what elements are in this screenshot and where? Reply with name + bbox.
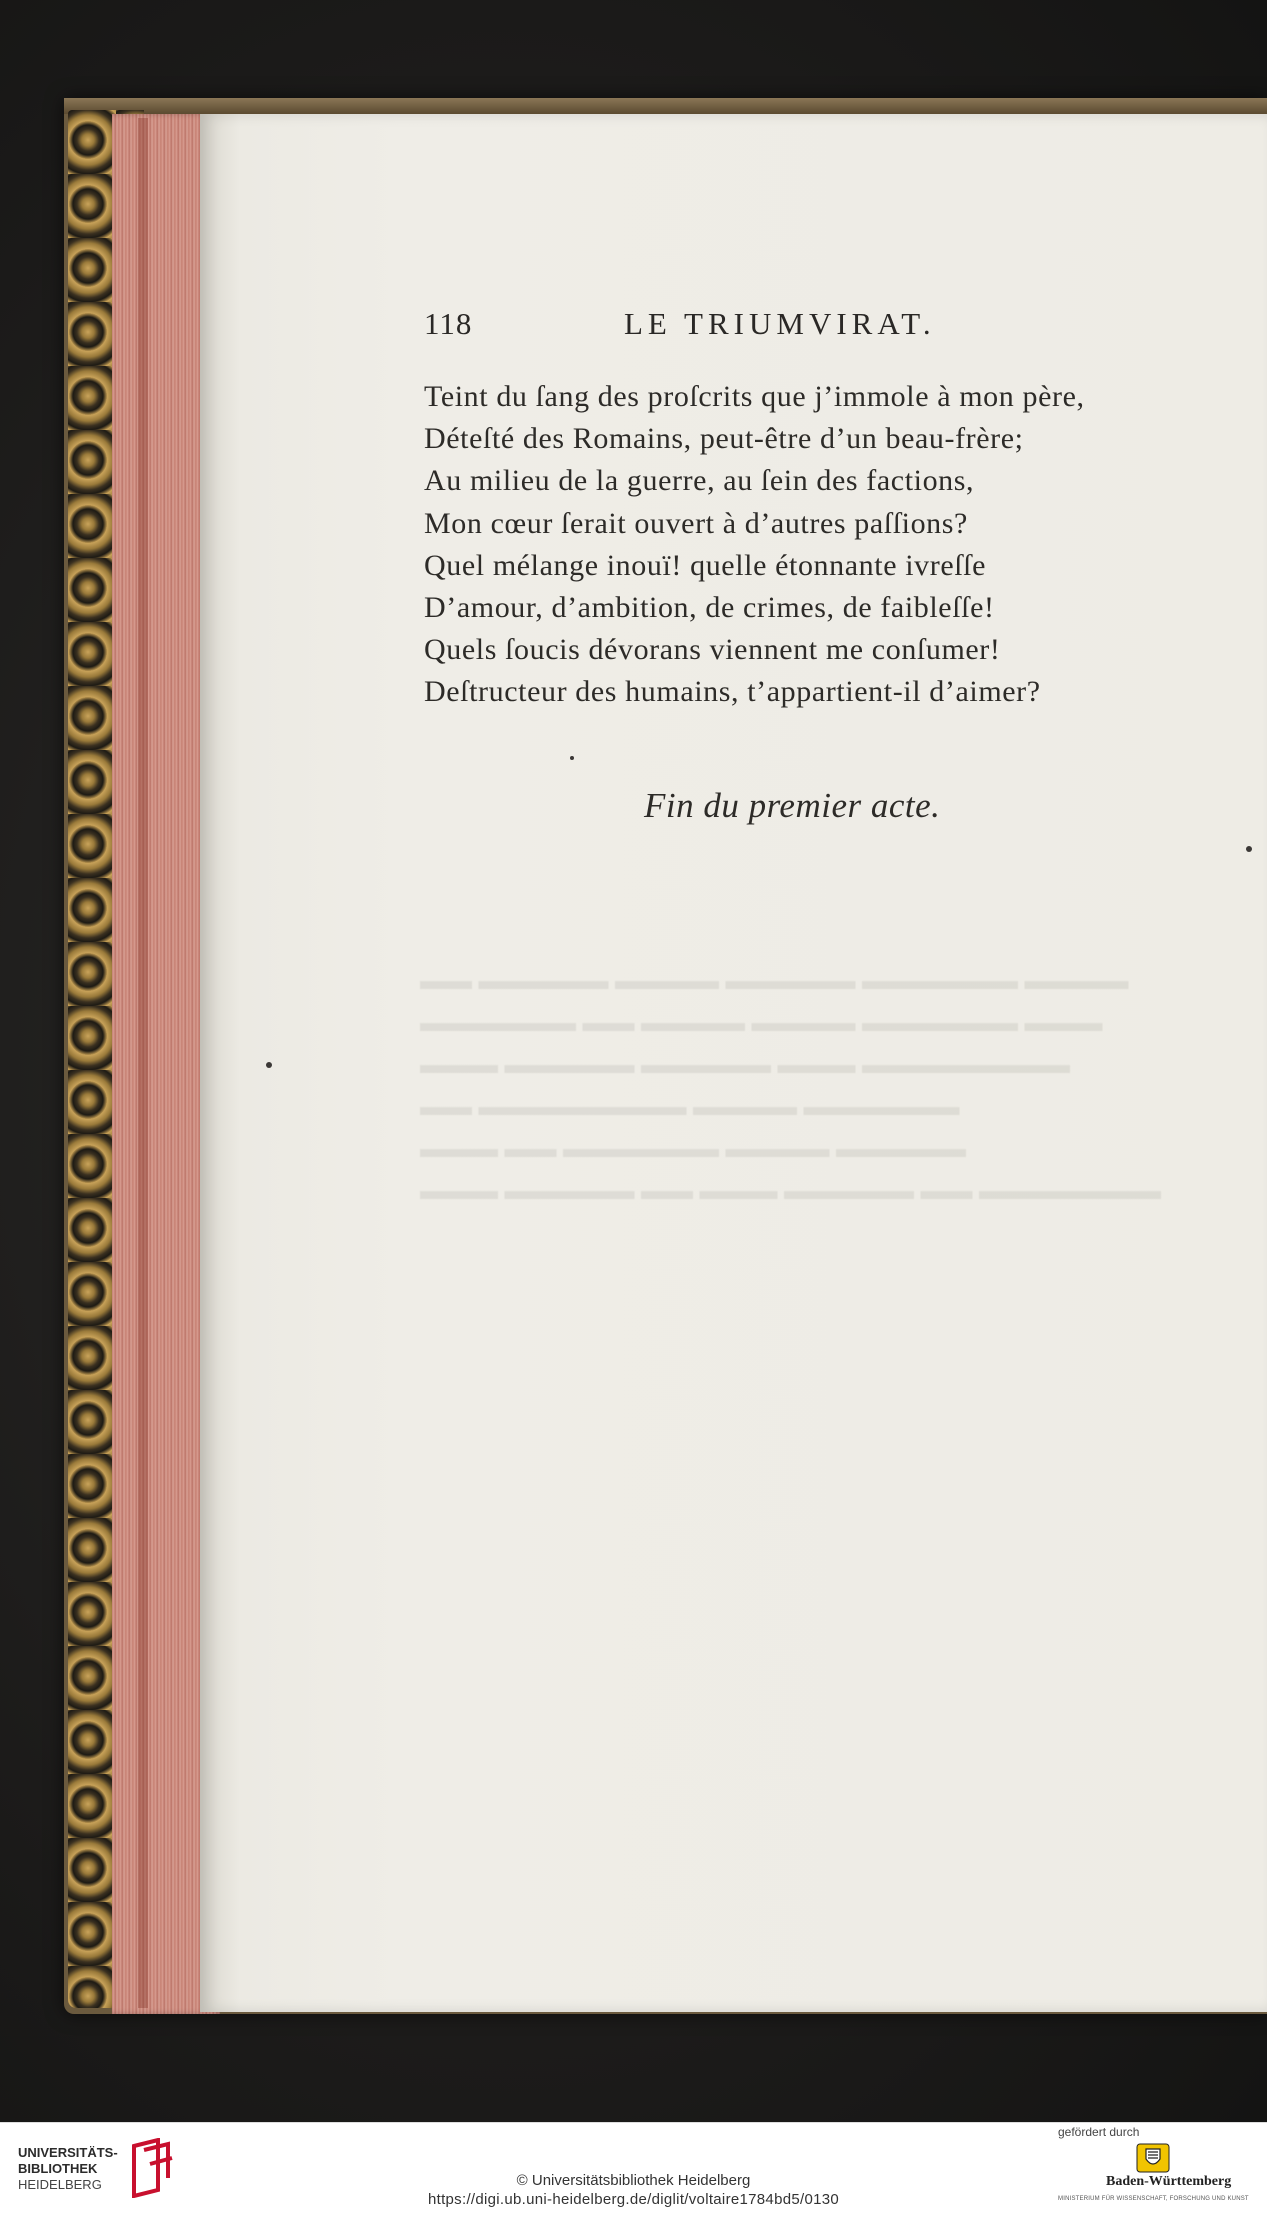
sponsor-ministry: MINISTERIUM FÜR WISSENSCHAFT, FORSCHUNG UND KUNST bbox=[1058, 2196, 1249, 2202]
verse-line: D’amour, d’ambition, de crimes, de faibleſſe! bbox=[424, 591, 995, 625]
paper-speck bbox=[1246, 846, 1252, 852]
sponsor-name: Baden-Württemberg bbox=[1106, 2174, 1232, 2189]
copyright-text: © Universitätsbibliothek Heidelberg bbox=[516, 2172, 751, 2189]
verse-line: Teint du ſang des proſcrits que j’immole à mon père, bbox=[424, 380, 1085, 413]
page-number: 118 bbox=[424, 306, 473, 341]
verse-line: Deſtructeur des humains, t’appartient-il d’aimer? bbox=[424, 675, 1041, 709]
sponsor-label: gefördert durch bbox=[1058, 2125, 1140, 2139]
verse-line: Déteſté des Romains, peut-être d’un beau-frère; bbox=[424, 422, 1024, 456]
library-name-line1: UNIVERSITÄTS- bbox=[18, 2145, 118, 2160]
verse-block bbox=[424, 376, 1214, 714]
act-end-heading: Fin du premier acte. bbox=[644, 786, 941, 825]
verse-line: Quel mélange inouï! quelle étonnante ivreſſe bbox=[424, 548, 987, 582]
running-title: LE TRIUMVIRAT. bbox=[624, 306, 936, 341]
permalink-url[interactable]: https://digi.ub.uni-heidelberg.de/diglit/voltaire1784bd5/0130 bbox=[427, 2191, 840, 2208]
book-cover-top-edge bbox=[64, 98, 1267, 114]
verse-line: Quels ſoucis dévorans viennent me conſumer! bbox=[424, 633, 1001, 667]
page-edge-shadow bbox=[138, 118, 148, 2008]
library-name-line3: HEIDELBERG bbox=[18, 2177, 102, 2192]
library-logo-icon bbox=[128, 2138, 176, 2198]
verse-line: Mon cœur ſerait ouvert à d’autres paſſions? bbox=[424, 506, 968, 540]
library-name-line2: BIBLIOTHEK bbox=[18, 2161, 98, 2176]
verse-line: Au milieu de la guerre, au ſein des factions, bbox=[424, 464, 975, 498]
paper-speck bbox=[266, 1062, 272, 1068]
baden-wuerttemberg-crest-icon bbox=[1136, 2143, 1170, 2173]
paper-speck bbox=[570, 756, 574, 760]
